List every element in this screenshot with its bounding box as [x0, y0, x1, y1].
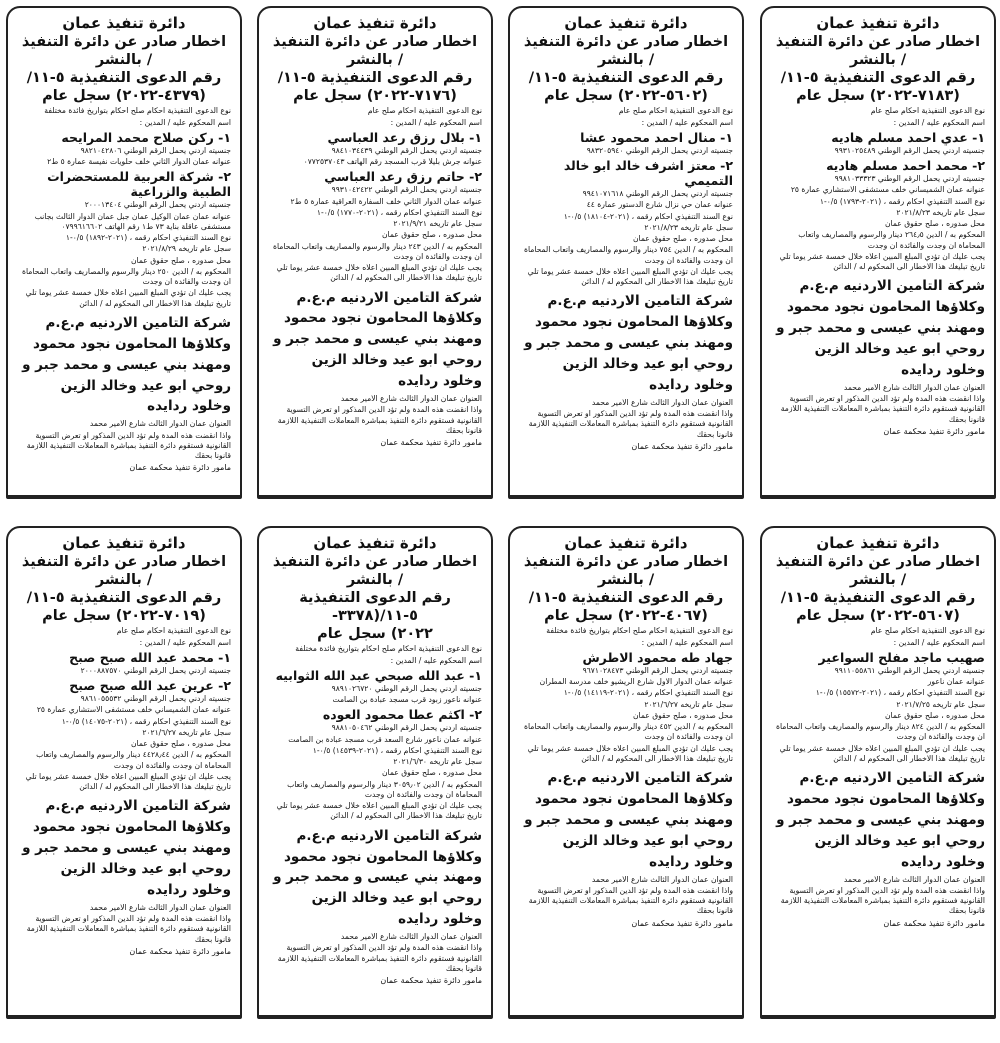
creditor-lawyers: شركة التامين الاردنيه م.ع.م وكلاؤها المحامون نجود محمود ومهند بني عيسى و محمد جبر و روحي ابو عيد وخالد الزين وخلود ردايده [524, 770, 733, 870]
debtor-detail: سجل عام تاريخه ٢٠٢١/٩/٢١ [393, 219, 482, 228]
notice-body-text: محل صدوره ، صلح حقوق عمان [632, 710, 733, 720]
officer-signature: مامور دائرة تنفيذ محكمة عمان [380, 438, 482, 448]
notice-footer-text: العنوان عمان الدوار الثالث شارع الامير محمد [340, 932, 482, 942]
case-line: رقم الدعوى التنفيذية ٥-١١/ [277, 70, 473, 86]
notice-footer-text: العنوان عمان الدوار الثالث شارع الامير محمد [89, 419, 231, 429]
notice-body-text: محل صدوره ، صلح حقوق عمان [381, 230, 482, 240]
debtor-detail: جنسيته اردني يحمل الرقم الوطني ٩٨٢١٠٤٢٨٠٦ [80, 145, 231, 155]
officer-signature: مامور دائرة تنفيذ محكمة عمان [883, 918, 985, 928]
notice-body-text: المحكوم به / الدين ٢٤٣ دينار والرسوم والمصاريف واتعاب المحاماة ان وجدت والفائدة ان وجدت [272, 241, 482, 261]
debtor-detail: جنسيته اردني يحمل الرقم الوطني ٩٩٣١٠٢٥٤٨٩ [834, 145, 985, 155]
debtor-name: ٢- شركة العربية للمستحضرات الطبية والزراعية [47, 169, 231, 200]
case-type-line: اسم المحكوم عليه / المدين : [641, 637, 733, 647]
notice-body-text: محل صدوره ، صلح حقوق عمان [632, 234, 733, 243]
notice-body-text: يجب عليك ان تؤدي المبلغ المبين اعلاه خلال خمسة عشر يوما تلي تاريخ تبليغك هذا الاخطار الى المحكوم له / الدائن [276, 263, 482, 283]
debtor-detail: سجل عام تاريخه ٢٠٢١/٨/٢٣ [644, 222, 733, 232]
notice-body-text: يجب عليك ان تؤدي المبلغ المبين اعلاه خلال خمسة عشر يوما تلي تاريخ تبليغك هذا الاخطار الى المحكوم له / الدائن [276, 801, 482, 821]
case-type-line: نوع الدعوى التنفيذية احكام صلح احكام بتواريخ فائدة مختلفة [295, 644, 482, 654]
case-line: رقم الدعوى التنفيذية ٥-١١/ [26, 70, 222, 86]
notice-body-text: محل صدوره ، صلح حقوق عمان [884, 219, 985, 228]
case-type-line: نوع الدعوى التنفيذية احكام صلح عام [116, 626, 231, 636]
debtor-detail: جنسيته اردني يحمل الرقم الوطني ٩٨٩١٠٢٦٧٢٠ [331, 683, 482, 693]
creditor-lawyers: شركة التامين الاردنيه م.ع.م وكلاؤها المحامون نجود محمود ومهند بني عيسى و محمد جبر و روحي ابو عيد وخالد الزين وخلود ردايده [22, 798, 231, 898]
notice-title: دائرة تنفيذ عمان [816, 14, 940, 32]
notice-title: دائرة تنفيذ عمان [564, 534, 688, 552]
debtor-detail: نوع السند التنفيذي احكام رقمه ، (٢٠٢١-١٥٥٧٢) ٠/٥-١ [815, 688, 985, 698]
debtor-detail: نوع السند التنفيذي احكام رقمه ، (٢٠٢١-١٧٧٠) ٠/٥-١ [316, 207, 482, 217]
debtor-detail: عنوانه عمان الشميساني خلف مستشفى الاستشاري عمارة ٢٥ [36, 705, 231, 715]
debtor-detail: عنوانه عمان حي نزال شارع الدستور عمارة ٤٤ [586, 200, 733, 210]
notice-body-text: المحكوم به / الدين ٢٥٠ دينار والرسوم والمصاريف واتعاب المحاماة ان وجدت والفائدة ان وجدت [21, 266, 231, 286]
case-type-line: اسم المحكوم عليه / المدين : [139, 117, 231, 127]
debtor-detail: جنسيته اردني يحمل الرقم الوطني ٩٦٧١٠٢٨٤٧٣ [582, 665, 733, 675]
debtor-name: صهيب ماجد مفلح السواعير [818, 649, 985, 665]
notice-title: دائرة تنفيذ عمان [62, 534, 186, 552]
case-type-line: نوع الدعوى التنفيذية احكام صلح احكام بتواريخ فائدة مختلفة [546, 626, 733, 636]
legal-notice [760, 6, 996, 499]
case-number: (٤٠٦٧-٢٠٢٢) سجل عام [544, 608, 708, 625]
debtor-detail: عنوانه عمان ناعور شارع السعد قرب مسجد عبادة بن الصامت [288, 734, 482, 744]
notice-title: دائرة تنفيذ عمان [313, 534, 437, 552]
debtor-detail: عنوانه عمان ناعور [927, 677, 985, 686]
notice-header [268, 14, 482, 105]
debtor-name: ٢- معتز اشرف خالد ابو خالد التميمي [563, 158, 733, 188]
debtor-detail: عنوانه عمان عمان الوكيل عمان جبل عمان الدوار الثالث بجانب مستشفى عاقلة بناية ٧٣ ط١ رقم الهاتف ٠٧٩٩٦١٦٦٠٢ [34, 211, 231, 231]
notice-subtitle: اخطار صادر عن دائرة التنفيذ / بالنشر [775, 33, 981, 68]
case-type-line: اسم المحكوم عليه / المدين : [893, 117, 985, 127]
notice-subtitle: اخطار صادر عن دائرة التنفيذ / بالنشر [272, 553, 478, 588]
debtor-detail: سجل عام تاريخه ٢٠٢١/٨/٢٩ [142, 244, 231, 254]
case-type-line: نوع الدعوى التنفيذية احكام صلح عام [870, 106, 985, 116]
notice-body-text: المحكوم به / الدين ٨٢٤ دينار والرسوم والمصاريف واتعاب المحاماة ان وجدت والفائدة ان وجدت [775, 722, 985, 742]
notice-footer-text: العنوان عمان الدوار الثالث شارع الامير محمد [843, 382, 985, 392]
officer-signature: مامور دائرة تنفيذ محكمة عمان [380, 976, 482, 986]
debtor-detail: عنوانه عمان الشميساني خلف مستشفى الاستشاري عمارة ٢٥ [790, 185, 985, 195]
notice-subtitle: اخطار صادر عن دائرة التنفيذ / بالنشر [523, 33, 729, 68]
debtor-name: ١- عبد الله صبحي عبد الله الثوابيه [275, 667, 482, 683]
case-type-line: نوع الدعوى التنفيذية احكام صلح احكام بتواريخ فائدة مختلفة [44, 106, 231, 116]
debtor-name: ٢- حاتم رزق رعد العباسي [324, 169, 482, 185]
notice-body-text: محل صدوره ، صلح حقوق عمان [884, 710, 985, 720]
case-line: رقم الدعوى التنفيذية ٥-١١/(٣٣٧٨- [299, 590, 451, 625]
debtor-detail: نوع السند التنفيذي احكام رقمه ، (٢٠٢١-١٤١١٩) ٠/٥-١ [563, 688, 733, 698]
notice-body-text: يجب عليك ان تؤدي المبلغ المبين اعلاه خلال خمسة عشر يوما تلي تاريخ تبليغك هذا الاخطار الى المحكوم له / الدائن [779, 743, 985, 763]
notice-body-text: يجب عليك ان تؤدي المبلغ المبين اعلاه خلال خمسة عشر يوما تلي تاريخ تبليغك هذا الاخطار الى المحكوم له / الدائن [779, 251, 985, 271]
notice-header [771, 534, 985, 625]
debtor-name: ١- عدي احمد مسلم هاديه [831, 129, 985, 145]
debtor-detail: نوع السند التنفيذي احكام رقمه ، (٢٠٢١-١٨٩٢) ٠/٥-١ [65, 233, 231, 242]
debtor-detail: نوع السند التنفيذي احكام رقمه ، (٢٠٢١-١٧٩٣) ٠/٥-١ [819, 196, 985, 206]
debtor-name: ٢- عرين عبد الله صبح صبح [69, 678, 231, 693]
case-line: رقم الدعوى التنفيذية ٥-١١/ [780, 590, 976, 606]
creditor-lawyers: شركة التامين الاردنيه م.ع.م وكلاؤها المحامون نجود محمود ومهند بني عيسى و محمد جبر و روحي ابو عيد وخالد الزين وخلود ردايده [776, 770, 985, 870]
case-line: رقم الدعوى التنفيذية ٥-١١/ [528, 590, 724, 606]
notice-footer-text: العنوان عمان الدوار الثالث شارع الامير محمد [591, 874, 733, 884]
debtor-detail: جنسيته اردني يحمل الرقم الوطني ٩٩٨١٠٣٣٣٢٣ [834, 174, 985, 183]
notice-footer-text: العنوان عمان الدوار الثالث شارع الامير محمد [340, 394, 482, 404]
notice-footer-text: واذا انقضت هذه المدة ولم تؤد الدين المذكور او تعرض التسوية القانونية فستقوم دائرة التنفيذ بمباشرة المعاملات التنفيذية اللازمة قانونا بحقك [26, 914, 231, 944]
notice-body-text: محل صدوره ، صلح حقوق عمان [130, 739, 231, 748]
officer-signature: مامور دائرة تنفيذ محكمة عمان [631, 918, 733, 928]
notice-subtitle: اخطار صادر عن دائرة التنفيذ / بالنشر [21, 33, 227, 68]
notice-footer-text: واذا انقضت هذه المدة ولم تؤد الدين المذكور او تعرض التسوية القانونية فستقوم دائرة التنفيذ بمباشرة المعاملات التنفيذية اللازمة قانونا بحقك [780, 394, 985, 424]
notice-footer-text: واذا انقضت هذه المدة ولم تؤد الدين المذكور او تعرض التسوية القانونية فستقوم دائرة التنفيذ بمباشرة المعاملات التنفيذية اللازمة قانونا بحقك [528, 409, 733, 439]
debtor-detail: سجل عام تاريخه ٢٠٢١/٨/٢٣ [896, 207, 985, 217]
notice-body-text: يجب عليك ان تؤدي المبلغ المبين اعلاه خلال خمسة عشر يوما تلي تاريخ تبليغك هذا الاخطار الى المحكوم له / الدائن [527, 743, 733, 763]
creditor-lawyers: شركة التامين الاردنيه م.ع.م وكلاؤها المحامون نجود محمود ومهند بني عيسى و محمد جبر و روحي ابو عيد وخالد الزين وخلود ردايده [22, 314, 231, 415]
case-type-line: نوع الدعوى التنفيذية احكام صلح عام [367, 106, 482, 116]
creditor-lawyers: شركة التامين الاردنيه م.ع.م وكلاؤها المحامون نجود محمود ومهند بني عيسى و محمد جبر و روحي ابو عيد وخالد الزين وخلود ردايده [273, 827, 482, 928]
legal-notice [257, 526, 493, 1019]
notice-title: دائرة تنفيذ عمان [62, 14, 186, 32]
notice-body-text: يجب عليك ان تؤدي المبلغ المبين اعلاه خلال خمسة عشر يوما تلي تاريخ تبليغك هذا الاخطار الى المحكوم له / الدائن [527, 266, 733, 286]
debtor-detail: جنسيته اردني يحمل الرقم الوطني ٩٩١١٠٥٥٨٦١ [834, 665, 985, 675]
notice-body-text: يجب عليك ان تؤدي المبلغ المبين اعلاه خلال خمسة عشر يوما تلي تاريخ تبليغك هذا الاخطار الى المحكوم له / الدائن [25, 771, 231, 791]
debtor-detail: جنسيته اردني يحمل الرقم الوطني ٩٩٣١٠٤٢٤٢٢ [331, 185, 482, 195]
notice-header [268, 534, 482, 643]
case-type-line: نوع الدعوى التنفيذية احكام صلح عام [618, 106, 733, 116]
debtor-detail: جنسيته اردني يحمل الرقم الوطني ٢٠٠٠١٣٤٠٤ [84, 200, 231, 210]
debtor-detail: جنسيته اردني يحمل الرقم الوطني ٩٨٨١٠٥٠٤٦٢ [331, 723, 482, 733]
notice-footer-text: العنوان عمان الدوار الثالث شارع الامير محمد [843, 874, 985, 884]
creditor-lawyers: شركة التامين الاردنيه م.ع.م وكلاؤها المحامون نجود محمود ومهند بني عيسى و محمد جبر و روحي ابو عيد وخالد الزين وخلود ردايده [776, 278, 985, 378]
notice-body-text: محل صدوره ، صلح حقوق عمان [130, 255, 231, 265]
case-type-line: اسم المحكوم عليه / المدين : [641, 117, 733, 127]
case-number: (٤٣٧٩-٢٠٢٢) سجل عام [42, 88, 206, 105]
notice-footer-text: واذا انقضت هذه المدة ولم تؤد الدين المذكور او تعرض التسوية القانونية فستقوم دائرة التنفيذ بمباشرة المعاملات التنفيذية اللازمة قانونا بحقك [277, 943, 482, 973]
debtor-name: ١- منال احمد محمود عشا [580, 129, 733, 145]
notice-body-text: يجب عليك ان تؤدي المبلغ المبين اعلاه خلال خمسة عشر يوما تلي تاريخ تبليغك هذا الاخطار الى المحكوم له / الدائن [25, 288, 231, 308]
debtor-detail: نوع السند التنفيذي احكام رقمه ، (٢٠٢١-١٨١٠٤) ٠/٥-١ [563, 211, 733, 221]
notice-footer-text: العنوان عمان الدوار الثالث شارع الامير محمد [89, 902, 231, 912]
debtor-detail: عنوانه عمان الدوار الثاني خلف حلويات نفيسة عمارة ٥ ط٢ [47, 157, 231, 166]
creditor-lawyers: شركة التامين الاردنيه م.ع.م وكلاؤها المحامون نجود محمود ومهند بني عيسى و محمد جبر و روحي ابو عيد وخالد الزين وخلود ردايده [524, 293, 733, 393]
notice-subtitle: اخطار صادر عن دائرة التنفيذ / بالنشر [272, 33, 478, 68]
notice-subtitle: اخطار صادر عن دائرة التنفيذ / بالنشر [523, 553, 729, 588]
notice-body-text: المحكوم به / الدين ٢٦٤٫٥ دينار والرسوم والمصاريف واتعاب المحاماة ان وجدت والفائدة ان وجدت [798, 230, 985, 250]
notice-body-text: المحكوم به / الدين ٤٤٢٨٫٤٤ دينار والرسوم والمصاريف واتعاب المحاماة ان وجدت والفائدة ان وجدت [36, 750, 231, 770]
legal-notice [6, 6, 242, 499]
debtor-detail: جنسيته اردني يحمل الرقم الوطني ٩٨٦١٠٥٥٥٣٢ [80, 694, 231, 703]
legal-notice [508, 526, 744, 1019]
case-number: (٧١٨٣-٢٠٢٢) سجل عام [796, 88, 960, 105]
case-line: رقم الدعوى التنفيذية ٥-١١/ [528, 70, 724, 86]
case-type-line: نوع الدعوى التنفيذية احكام صلح عام [870, 626, 985, 636]
legal-notice [6, 526, 242, 1019]
case-line: رقم الدعوى التنفيذية ٥-١١/ [26, 590, 222, 606]
notice-header [519, 14, 733, 105]
case-type-line: اسم المحكوم عليه / المدين : [390, 655, 482, 665]
debtor-detail: جنسيته اردني يحمل الرقم الوطني ٩٨٣٢٠٥٩٤٠ [586, 145, 733, 155]
notice-header [771, 14, 985, 105]
case-number: (٥٦٠٧-٢٠٢٢) سجل عام [796, 608, 960, 625]
debtor-name: ٢- محمد احمد مسلم هاديه [826, 158, 985, 173]
case-type-line: اسم المحكوم عليه / المدين : [139, 637, 231, 647]
notice-title: دائرة تنفيذ عمان [816, 534, 940, 552]
debtor-name: ١- بلال رزق رعد العباسي [327, 129, 482, 145]
creditor-lawyers: شركة التامين الاردنيه م.ع.م وكلاؤها المحامون نجود محمود ومهند بني عيسى و محمد جبر و روحي ابو عيد وخالد الزين وخلود ردايده [273, 289, 482, 390]
debtor-detail: عنوانه عمان الدوار الثاني خلف السفارة العراقية عمارة ٥ ط٢ [290, 196, 482, 206]
notice-subtitle: اخطار صادر عن دائرة التنفيذ / بالنشر [21, 553, 227, 588]
debtor-detail: سجل عام تاريخه ٢٠٢١/٧/٢٥ [896, 699, 985, 709]
case-line: رقم الدعوى التنفيذية ٥-١١/ [780, 70, 976, 86]
notice-title: دائرة تنفيذ عمان [564, 14, 688, 32]
notice-body-text: المحكوم به / الدين ٧٥٤ دينار والرسوم والمصاريف واتعاب المحاماة ان وجدت والفائدة ان وجدت [523, 245, 733, 265]
legal-notice [760, 526, 996, 1019]
notice-footer-text: واذا انقضت هذه المدة ولم تؤد الدين المذكور او تعرض التسوية القانونية فستقوم دائرة التنفيذ بمباشرة المعاملات التنفيذية اللازمة قانونا بحقك [26, 430, 231, 461]
notice-header [519, 534, 733, 625]
notice-body-text: المحكوم به / الدين ٤٥٢ دينار والرسوم والمصاريف واتعاب المحاماة ان وجدت والفائدة ان وجدت [523, 722, 733, 742]
debtor-detail: عنوانه ناعور زبود قرب مسجد عبادة بن الصامت [332, 695, 482, 705]
debtor-name: ١- محمد عبد الله صبح صبح [69, 649, 231, 665]
debtor-detail: سجل عام تاريخه ٢٠٢١/٦/٢٧ [644, 699, 733, 709]
notice-body-text: المحكوم به / الدين ٣٠٥٩٫٠٢ دينار والرسوم والمصاريف واتعاب المحاماة ان وجدت والفائدة ان وجدت [287, 779, 482, 799]
notice-footer-text: واذا انقضت هذه المدة ولم تؤد الدين المذكور او تعرض التسوية القانونية فستقوم دائرة التنفيذ بمباشرة المعاملات التنفيذية اللازمة قانونا بحقك [780, 885, 985, 916]
debtor-detail: جنسيته اردني يحمل الرقم الوطني ٩٩٤١٠٧١٦١٨ [582, 189, 733, 198]
officer-signature: مامور دائرة تنفيذ محكمة عمان [129, 946, 231, 956]
debtor-detail: سجل عام تاريخه ٢٠٢١/٦/٣٠ [393, 757, 482, 767]
notice-footer-text: واذا انقضت هذه المدة ولم تؤد الدين المذكور او تعرض التسوية القانونية فستقوم دائرة التنفيذ بمباشرة المعاملات التنفيذية اللازمة قانونا بحقك [528, 885, 733, 916]
officer-signature: مامور دائرة تنفيذ محكمة عمان [883, 426, 985, 436]
case-type-line: اسم المحكوم عليه / المدين : [893, 637, 985, 647]
debtor-name: جهاد طه محمود الاطرش [582, 649, 733, 665]
notice-title: دائرة تنفيذ عمان [313, 14, 437, 32]
notice-footer-text: واذا انقضت هذه المدة ولم تؤد الدين المذكور او تعرض التسوية القانونية فستقوم دائرة التنفيذ بمباشرة المعاملات التنفيذية اللازمة قانونا بحقك [277, 405, 482, 435]
debtor-detail: عنوانه جرش بليلا قرب المسجد رقم الهاتف ٠٧٧٢٥٣٧٠٤٣ [303, 157, 482, 166]
debtor-detail: عنوانه عمان الدوار الاول شارع الريشيو خلف مدرسة المطران [539, 677, 733, 686]
case-number: (٧٠١٩-٢٠٢٢) سجل عام [42, 608, 206, 625]
debtor-name: ٢- اكثم عطا محمود العوده [322, 707, 482, 723]
debtor-detail: نوع السند التنفيذي احكام رقمه ، (٢٠٢١-١٤٥٣٩) ٠/٥-١ [312, 745, 482, 755]
case-number: (٧١٧٦-٢٠٢٢) سجل عام [293, 88, 457, 105]
notice-subtitle: اخطار صادر عن دائرة التنفيذ / بالنشر [775, 553, 981, 588]
debtor-detail: جنسيته اردني يحمل الرقم الوطني ٩٨٤١٠٣٤٤٣٩ [331, 145, 482, 155]
legal-notice [508, 6, 744, 499]
legal-notice [257, 6, 493, 499]
case-number: ٢٠٢٢) سجل عام [317, 626, 433, 643]
debtor-detail: سجل عام تاريخه ٢٠٢١/٦/٢٧ [142, 727, 231, 737]
notice-header [17, 534, 231, 625]
notice-body-text: محل صدوره ، صلح حقوق عمان [381, 768, 482, 778]
debtor-detail: جنسيته اردني يحمل الرقم الوطني ٢٠٠٠٨٨٧٥٧٠ [80, 665, 231, 675]
case-number: (٥٦٠٢-٢٠٢٢) سجل عام [544, 88, 708, 105]
officer-signature: مامور دائرة تنفيذ محكمة عمان [129, 463, 231, 473]
notice-footer-text: العنوان عمان الدوار الثالث شارع الامير محمد [591, 397, 733, 407]
debtor-name: ١- ركن صلاح محمد المرايحه [61, 129, 231, 145]
debtor-detail: نوع السند التنفيذي احكام رقمه ، (٢٠٢١-١٤٠٧٥) ٠/٥-١ [61, 716, 231, 726]
officer-signature: مامور دائرة تنفيذ محكمة عمان [631, 441, 733, 451]
notice-header [17, 14, 231, 105]
case-type-line: اسم المحكوم عليه / المدين : [390, 117, 482, 127]
